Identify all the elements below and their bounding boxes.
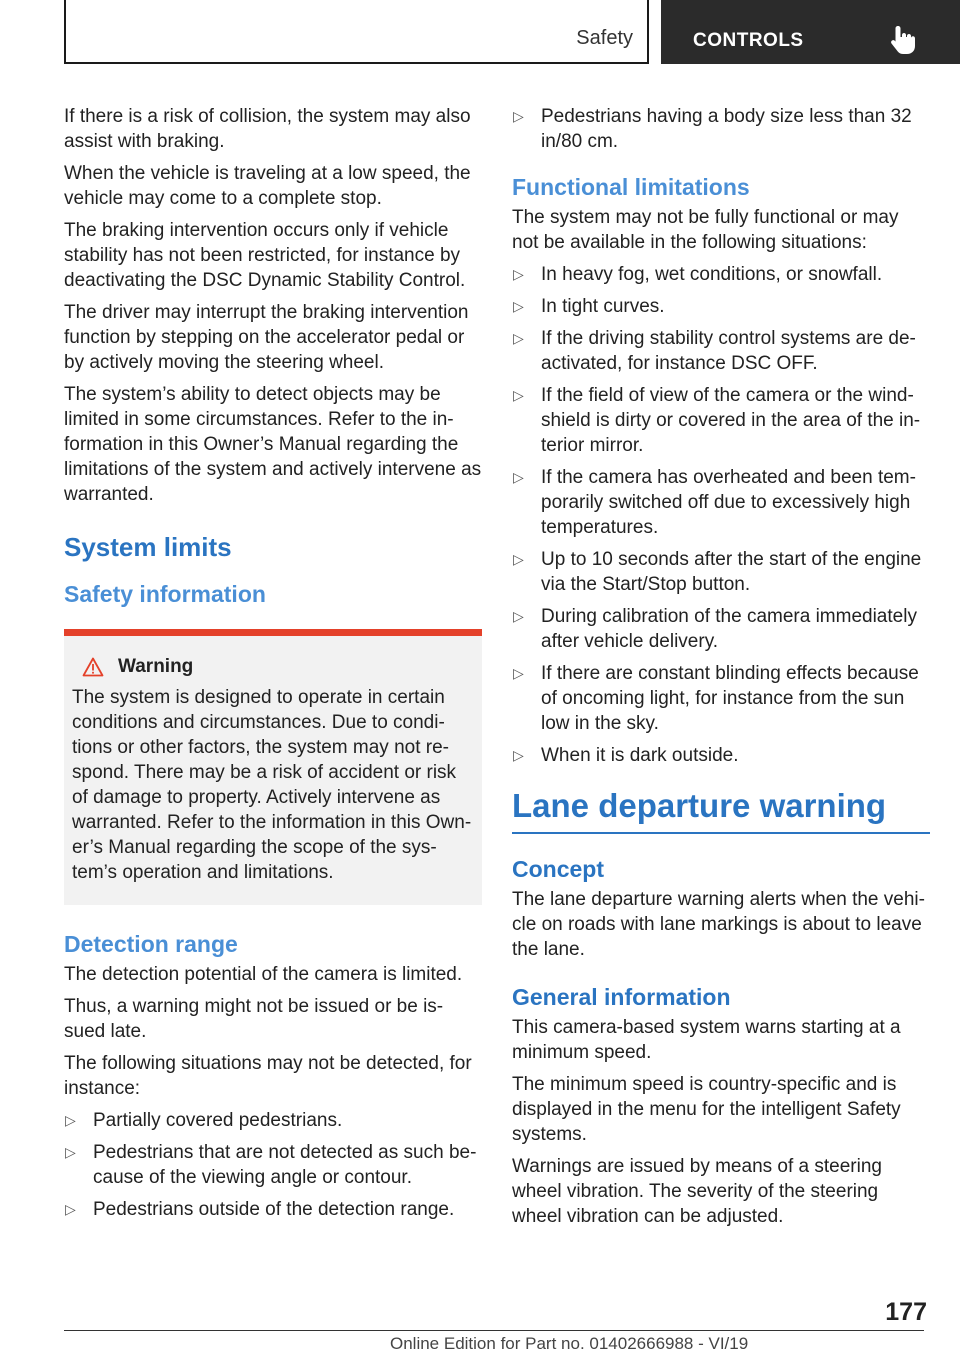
- list-item-text: During calibration of the camera immediately after vehicle delivery.: [541, 606, 917, 652]
- intro-paragraph: The system’s ability to detect objects may be limited in some circumstances. Refer to the in-formation in this Owner’s Manual regarding the limitations of the system and actively intervene as warranted.: [64, 384, 482, 505]
- warning-triangle-icon: [82, 657, 104, 677]
- functional-limitations-heading: Functional limitations: [512, 174, 750, 200]
- list-item: [512, 661, 930, 736]
- list-item: [512, 262, 930, 287]
- footer-divider: [64, 1330, 924, 1331]
- general-paragraph: This camera-based system warns starting at a minimum speed.: [512, 1017, 901, 1063]
- system-limits-heading: System limits: [64, 532, 232, 562]
- concept-text: The lane departure warning alerts when the vehi-cle on roads with lane markings is about to leave the lane.: [512, 889, 925, 960]
- list-item: [512, 465, 930, 540]
- list-item-text: If the field of view of the camera or the wind-shield is dirty or covered in the area of the in-terior mirror.: [541, 385, 921, 456]
- intro-paragraph: The braking intervention occurs only if vehicle stability has not been restricted, for instance by deactivating the DSC Dynamic Stability Control.: [64, 220, 466, 291]
- triangle-bullet-icon: ▷: [65, 1144, 76, 1160]
- triangle-bullet-icon: ▷: [513, 608, 524, 624]
- detection-paragraph: The following situations may not be detected, for instance:: [64, 1053, 472, 1099]
- detection-range-heading: Detection range: [64, 931, 238, 957]
- warning-box: [64, 629, 482, 905]
- section-label: Safety: [576, 27, 633, 49]
- list-item-text: Up to 10 seconds after the start of the engine via the Start/Stop button.: [541, 549, 922, 595]
- page-number: 177: [885, 1298, 927, 1326]
- chapter-label: CONTROLS: [693, 30, 804, 51]
- safety-information-heading: Safety information: [64, 581, 266, 607]
- intro-paragraph: The driver may interrupt the braking intervention function by stepping on the accelerator pedal or by actively moving the steering wheel.: [64, 302, 469, 373]
- general-paragraph: The minimum speed is country-specific and is displayed in the menu for the intelligent Safety systems.: [512, 1074, 901, 1145]
- list-item: [512, 743, 930, 768]
- list-item-text: When it is dark outside.: [541, 745, 739, 766]
- list-item: [512, 383, 930, 458]
- page-header: [64, 0, 960, 64]
- concept-heading: Concept: [512, 856, 604, 882]
- list-item: [512, 294, 930, 319]
- general-paragraph: Warnings are issued by means of a steering wheel vibration. The severity of the steering wheel vibration can be adjusted.: [512, 1156, 882, 1227]
- list-item-text: If there are constant blinding effects because of oncoming light, for instance from the sun low in the sky.: [541, 663, 919, 734]
- triangle-bullet-icon: ▷: [513, 298, 524, 314]
- detection-paragraph: The detection potential of the camera is limited.: [64, 964, 463, 985]
- detection-list-continued: [512, 104, 930, 154]
- list-item-text: Pedestrians outside of the detection range.: [93, 1199, 455, 1220]
- intro-paragraph: When the vehicle is traveling at a low speed, the vehicle may come to a complete stop.: [64, 163, 471, 209]
- warning-title: [72, 654, 474, 679]
- functional-list: [512, 262, 930, 768]
- functional-intro: The system may not be fully functional or may not be available in the following situations:: [512, 207, 899, 253]
- triangle-bullet-icon: ▷: [513, 551, 524, 567]
- triangle-bullet-icon: ▷: [513, 108, 524, 124]
- list-item-text: If the driving stability control systems are de-activated, for instance DSC OFF.: [541, 328, 916, 374]
- list-item: [64, 1140, 482, 1190]
- triangle-bullet-icon: ▷: [65, 1112, 76, 1128]
- list-item: [512, 547, 930, 597]
- list-item: [64, 1108, 482, 1133]
- triangle-bullet-icon: ▷: [513, 387, 524, 403]
- list-item-text: Partially covered pedestrians.: [93, 1110, 343, 1131]
- intro-paragraph: If there is a risk of collision, the system may also assist with braking.: [64, 106, 471, 152]
- triangle-bullet-icon: ▷: [65, 1201, 76, 1217]
- section-tab: [64, 0, 649, 64]
- list-item: [512, 104, 930, 154]
- triangle-bullet-icon: ▷: [513, 330, 524, 346]
- right-column: [512, 104, 930, 1236]
- list-item: [512, 604, 930, 654]
- list-item: [64, 1197, 482, 1222]
- triangle-bullet-icon: ▷: [513, 469, 524, 485]
- chapter-tab: [661, 0, 960, 64]
- list-item-text: Pedestrians that are not detected as such be-cause of the viewing angle or contour.: [93, 1142, 477, 1188]
- hand-pointer-icon: [887, 24, 917, 56]
- chapter-heading: Lane departure warning: [512, 786, 930, 834]
- edition-footer: Online Edition for Part no. 01402666988 - VI/19: [390, 1334, 749, 1353]
- triangle-bullet-icon: ▷: [513, 266, 524, 282]
- list-item: [512, 326, 930, 376]
- triangle-bullet-icon: ▷: [513, 747, 524, 763]
- list-item-text: If the camera has overheated and been tem-porarily switched off due to excessively high temperatures.: [541, 467, 916, 538]
- triangle-bullet-icon: ▷: [513, 665, 524, 681]
- list-item-text: Pedestrians having a body size less than 32 in/80 cm.: [541, 106, 912, 152]
- detection-list: [64, 1108, 482, 1222]
- detection-paragraph: Thus, a warning might not be issued or be is-sued late.: [64, 996, 444, 1042]
- list-item-text: In heavy fog, wet conditions, or snowfall.: [541, 264, 883, 285]
- general-information-heading: General information: [512, 984, 731, 1010]
- warning-text: The system is designed to operate in certain conditions and circumstances. Due to condi-tions or other factors, the system may not re-spond. There may be a risk of accident or risk of damage to property. Actively intervene as warranted. Refer to the information in this Own-er’s Manual regarding the scope of the sys-tem’s operation and limitations.: [72, 687, 472, 883]
- warning-label: Warning: [118, 656, 194, 677]
- left-column: [64, 104, 482, 1229]
- list-item-text: In tight curves.: [541, 296, 665, 317]
